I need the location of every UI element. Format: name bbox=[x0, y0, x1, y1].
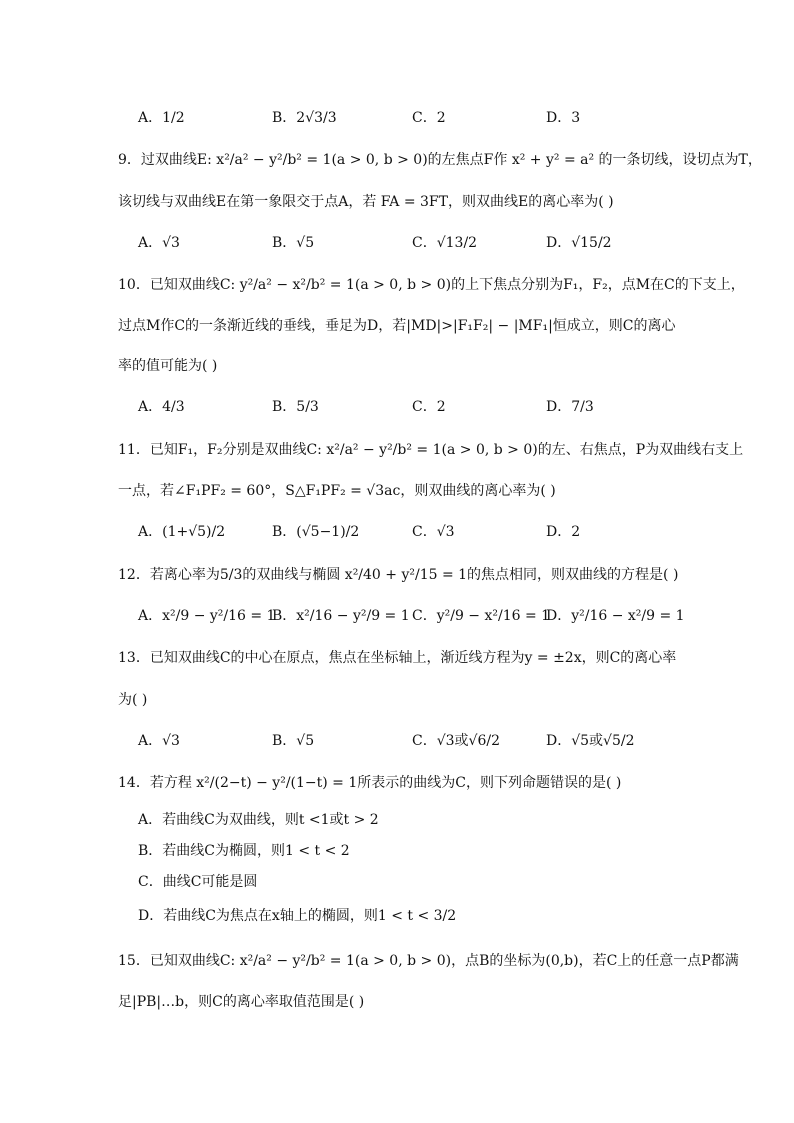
q13-option-a: A．√3 bbox=[138, 733, 180, 749]
q10-stem-line3: 率的值可能为( ) bbox=[118, 358, 218, 374]
q12-option-c: C．y²/9 − x²/16 = 1 bbox=[412, 608, 551, 624]
q9-option-c: C．√13/2 bbox=[412, 235, 478, 251]
q8-option-b: B．2√3/3 bbox=[272, 110, 337, 126]
q11-option-d: D．2 bbox=[546, 524, 581, 540]
q8-option-c: C．2 bbox=[412, 110, 446, 126]
q10-option-d: D．7/3 bbox=[546, 399, 594, 415]
q14-stem-line1: 14．若方程 x²/(2−t) − y²/(1−t) = 1所表示的曲线为C，则下列命题错误的是( ) bbox=[118, 775, 622, 791]
q11-option-c: C．√3 bbox=[412, 524, 455, 540]
q10-option-c: C．2 bbox=[412, 399, 446, 415]
q13-option-d: D．√5或√5/2 bbox=[546, 733, 635, 749]
q10-option-b: B．5/3 bbox=[272, 399, 319, 415]
q10-option-a: A．4/3 bbox=[138, 399, 185, 415]
q9-option-d: D．√15/2 bbox=[546, 235, 612, 251]
q13-option-b: B．√5 bbox=[272, 733, 315, 749]
q12-option-a: A．x²/9 − y²/16 = 1 bbox=[138, 608, 276, 624]
q15-stem-line2: 足|PB|…b，则C的离心率取值范围是( ) bbox=[118, 994, 365, 1010]
q12-option-d: D．y²/16 − x²/9 = 1 bbox=[546, 608, 685, 624]
q14-option-b: B．若曲线C为椭圆，则1 < t < 2 bbox=[138, 843, 350, 859]
q14-option-d: D．若曲线C为焦点在x轴上的椭圆，则1 < t < 3/2 bbox=[138, 908, 457, 924]
q10-stem-line1: 10．已知双曲线C: y²/a² − x²/b² = 1(a > 0, b > 0)的上下焦点分别为F₁，F₂，点M在C的下支上， bbox=[118, 277, 745, 293]
q13-stem-line2: 为( ) bbox=[118, 692, 148, 708]
q9-option-b: B．√5 bbox=[272, 235, 315, 251]
q11-stem-line2: 一点，若∠F₁PF₂ = 60°，S△F₁PF₂ = √3ac，则双曲线的离心率为( ) bbox=[118, 483, 556, 499]
q11-option-a: A．(1+√5)/2 bbox=[138, 524, 226, 540]
q8-option-a: A．1/2 bbox=[138, 110, 185, 126]
q8-option-d: D．3 bbox=[546, 110, 581, 126]
q12-stem-line1: 12．若离心率为5/3的双曲线与椭圆 x²/40 + y²/15 = 1的焦点相同，则双曲线的方程是( ) bbox=[118, 567, 679, 583]
q9-option-a: A．√3 bbox=[138, 235, 180, 251]
q10-stem-line2: 过点M作C的一条渐近线的垂线，垂足为D，若|MD|>|F₁F₂| − |MF₁|恒成立，则C的离心 bbox=[118, 318, 676, 334]
q11-option-b: B．(√5−1)/2 bbox=[272, 524, 360, 540]
q9-stem-line2: 该切线与双曲线E在第一象限交于点A，若 FA = 3FT，则双曲线E的离心率为( ) bbox=[118, 194, 614, 210]
q15-stem-line1: 15．已知双曲线C: x²/a² − y²/b² = 1(a > 0, b > 0)，点B的坐标为(0,b)，若C上的任意一点P都满 bbox=[118, 953, 739, 969]
q13-option-c: C．√3或√6/2 bbox=[412, 733, 500, 749]
q14-option-a: A．若曲线C为双曲线，则t <1或t > 2 bbox=[138, 812, 379, 828]
q11-stem-line1: 11．已知F₁，F₂分别是双曲线C: x²/a² − y²/b² = 1(a > 0, b > 0)的左、右焦点，P为双曲线右支上 bbox=[118, 442, 744, 458]
q13-stem-line1: 13．已知双曲线C的中心在原点，焦点在坐标轴上，渐近线方程为y = ±2x，则C的离心率 bbox=[118, 650, 677, 666]
q12-option-b: B．x²/16 − y²/9 = 1 bbox=[272, 608, 410, 624]
q9-stem-line1: 9．过双曲线E: x²/a² − y²/b² = 1(a > 0, b > 0)的左焦点F作 x² + y² = a² 的一条切线，设切点为T， bbox=[118, 152, 762, 168]
q14-option-c: C．曲线C可能是圆 bbox=[138, 874, 258, 890]
